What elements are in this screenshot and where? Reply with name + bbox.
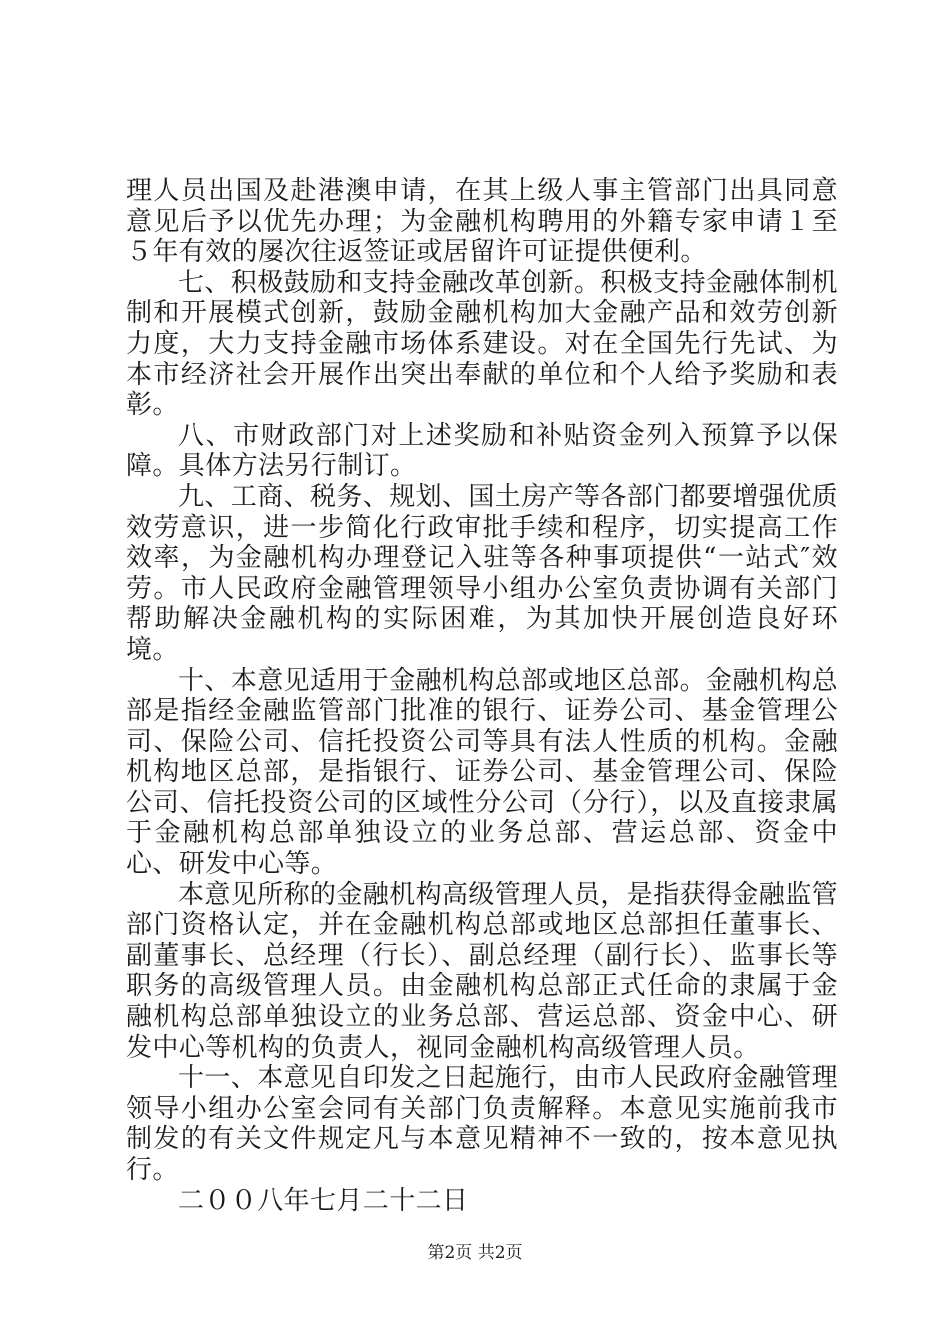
page-number-footer: 第2页 共2页 [427, 1243, 523, 1263]
paragraph-continuation: 理人员出国及赴港澳申请，在其上级人事主管部门出具同意意见后予以优先办理；为金融机构聘用的外籍专家申请１至５年有效的屡次往返签证或居留许可证提供便利。 [126, 176, 838, 268]
paragraph-item-7: 七、积极鼓励和支持金融改革创新。积极支持金融体制机制和开展模式创新，鼓励金融机构加大金融产品和效劳创新力度，大力支持金融市场体系建设。对在全国先行先试、为本市经济社会开展作出突出奉献的单位和个人给予奖励和表彰。 [126, 267, 839, 421]
document-body [126, 176, 838, 1216]
paragraph-item-11: 十一、本意见自印发之日起施行，由市人民政府金融管理领导小组办公室会同有关部门负责解释。本意见实施前我市制发的有关文件规定凡与本意见精神不一致的，按本意见执行。 [126, 1063, 839, 1185]
paragraph-item-10: 十、本意见适用于金融机构总部或地区总部。金融机构总部是指经金融监管部门批准的银行、证券公司、基金管理公司、保险公司、信托投资公司等具有法人性质的机构。金融机构地区总部，是指银行、证券公司、基金管理公司、保险公司、信托投资公司的区域性分公司（分行），以及直接隶属于金融机构总部单独设立的业务总部、营运总部、资金中心、研发中心等。 [126, 665, 839, 880]
paragraph-item-8: 八、市财政部门对上述奖励和补贴资金列入预算予以保障。具体方法另行制订。 [126, 420, 838, 482]
document-date: 二００八年七月二十二日 [178, 1185, 469, 1216]
paragraph-item-9: 九、工商、税务、规划、国土房产等各部门都要增强优质效劳意识，进一步简化行政审批手续和程序，切实提高工作效率，为金融机构办理登记入驻等各种事项提供“一站式″效劳。市人民政府金融管理领导小组办公室负责协调有关部门帮助解决金融机构的实际困难，为其加快开展创造良好环境。 [126, 481, 839, 665]
paragraph-item-10-definition: 本意见所称的金融机构高级管理人员，是指获得金融监管部门资格认定，并在金融机构总部或地区总部担任董事长、副董事长、总经理（行长）、副总经理（副行长）、监事长等职务的高级管理人员。由金融机构总部正式任命的隶属于金融机构总部单独设立的业务总部、营运总部、资金中心、研发中心等机构的负责人，视同金融机构高级管理人员。 [126, 879, 839, 1063]
